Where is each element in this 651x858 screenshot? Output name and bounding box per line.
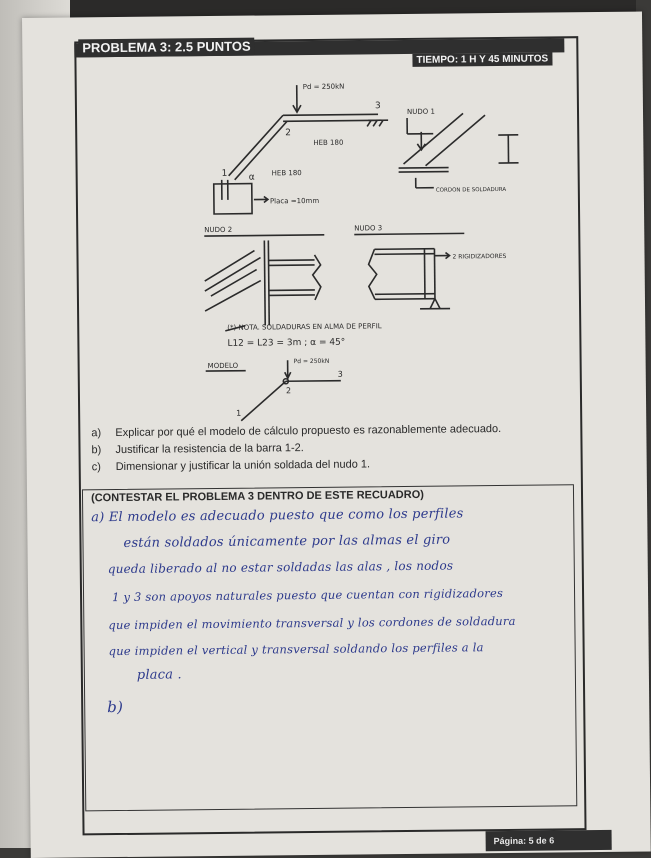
page-indicator: Página: 5 de 6 [486, 830, 612, 851]
base-plate [214, 184, 252, 214]
beam-1-2 [228, 115, 284, 176]
question-label: c) [92, 459, 112, 476]
lengths-label: L12 = L23 = 3m ; α = 45° [227, 338, 345, 349]
beam-2-3 [283, 114, 378, 115]
handwritten-line: que impiden el movimiento transversal y los cordones de soldadura [108, 614, 515, 632]
placa-label: Placa =10mm [270, 197, 319, 206]
heb-top-label: HEB 180 [313, 139, 343, 147]
node-3-label: 3 [375, 101, 381, 111]
model-node3-label: 3 [338, 370, 343, 379]
alpha-label: α [249, 173, 255, 183]
question-text: Dimensionar y justificar la unión soldada del nudo 1. [116, 456, 371, 476]
nudo2-title: NUDO 2 [204, 226, 232, 234]
exam-sheet [22, 12, 651, 858]
handwritten-line: a) El modelo es adecuado puesto que como los perfiles [91, 506, 463, 525]
model-load-label: Pd = 250kN [294, 358, 330, 365]
nota-label: (*) NOTA. SOLDADURAS EN ALMA DE PERFIL [227, 322, 382, 332]
node-1-label: 1 [222, 169, 228, 179]
question-text: Explicar por qué el modelo de cálculo propuesto es razonablemente adecuado. [115, 421, 501, 442]
problem-title: PROBLEMA 3: 2.5 PUNTOS [78, 38, 254, 58]
model-node1-label: 1 [236, 409, 241, 418]
question-label: a) [91, 425, 111, 442]
question-list [91, 420, 562, 476]
time-label: TIEMPO: 1 H Y 45 MINUTOS [412, 52, 552, 66]
nudo3-title: NUDO 3 [354, 224, 382, 232]
handwritten-line: que impiden el vertical y transversal soldando los perfiles a la [109, 640, 484, 658]
handwritten-line: placa . [137, 667, 182, 682]
node-2-label: 2 [285, 128, 291, 138]
question-text: Justificar la resistencia de la barra 1-2. [115, 440, 303, 459]
model-node2-label: 2 [286, 386, 291, 395]
modelo-label: MODELO [208, 362, 239, 370]
rigidizadores-label: 2 RIGIDIZADORES [452, 253, 506, 261]
handwritten-line: b) [107, 698, 123, 716]
answer-box[interactable] [82, 484, 577, 811]
handwritten-line: están soldados únicamente por las almas el giro [123, 533, 450, 551]
question-label: b) [91, 442, 111, 459]
heb-diag-label: HEB 180 [272, 169, 302, 177]
handwritten-line: 1 y 3 son apoyos naturales puesto que cuentan con rigidizadores [112, 586, 503, 604]
load-label: Pd = 250kN [303, 83, 345, 91]
nudo1-title: NUDO 1 [407, 108, 435, 116]
cordon-label: CORDON DE SOLDADURA [436, 187, 507, 194]
model-beam-2-3 [286, 381, 341, 382]
answer-box-title: (CONTESTAR EL PROBLEMA 3 DENTRO DE ESTE RECUADRO) [91, 489, 424, 504]
handwritten-line: queda liberado al no estar soldadas las alas , los nodos [108, 559, 454, 577]
problem-figure [163, 73, 546, 407]
